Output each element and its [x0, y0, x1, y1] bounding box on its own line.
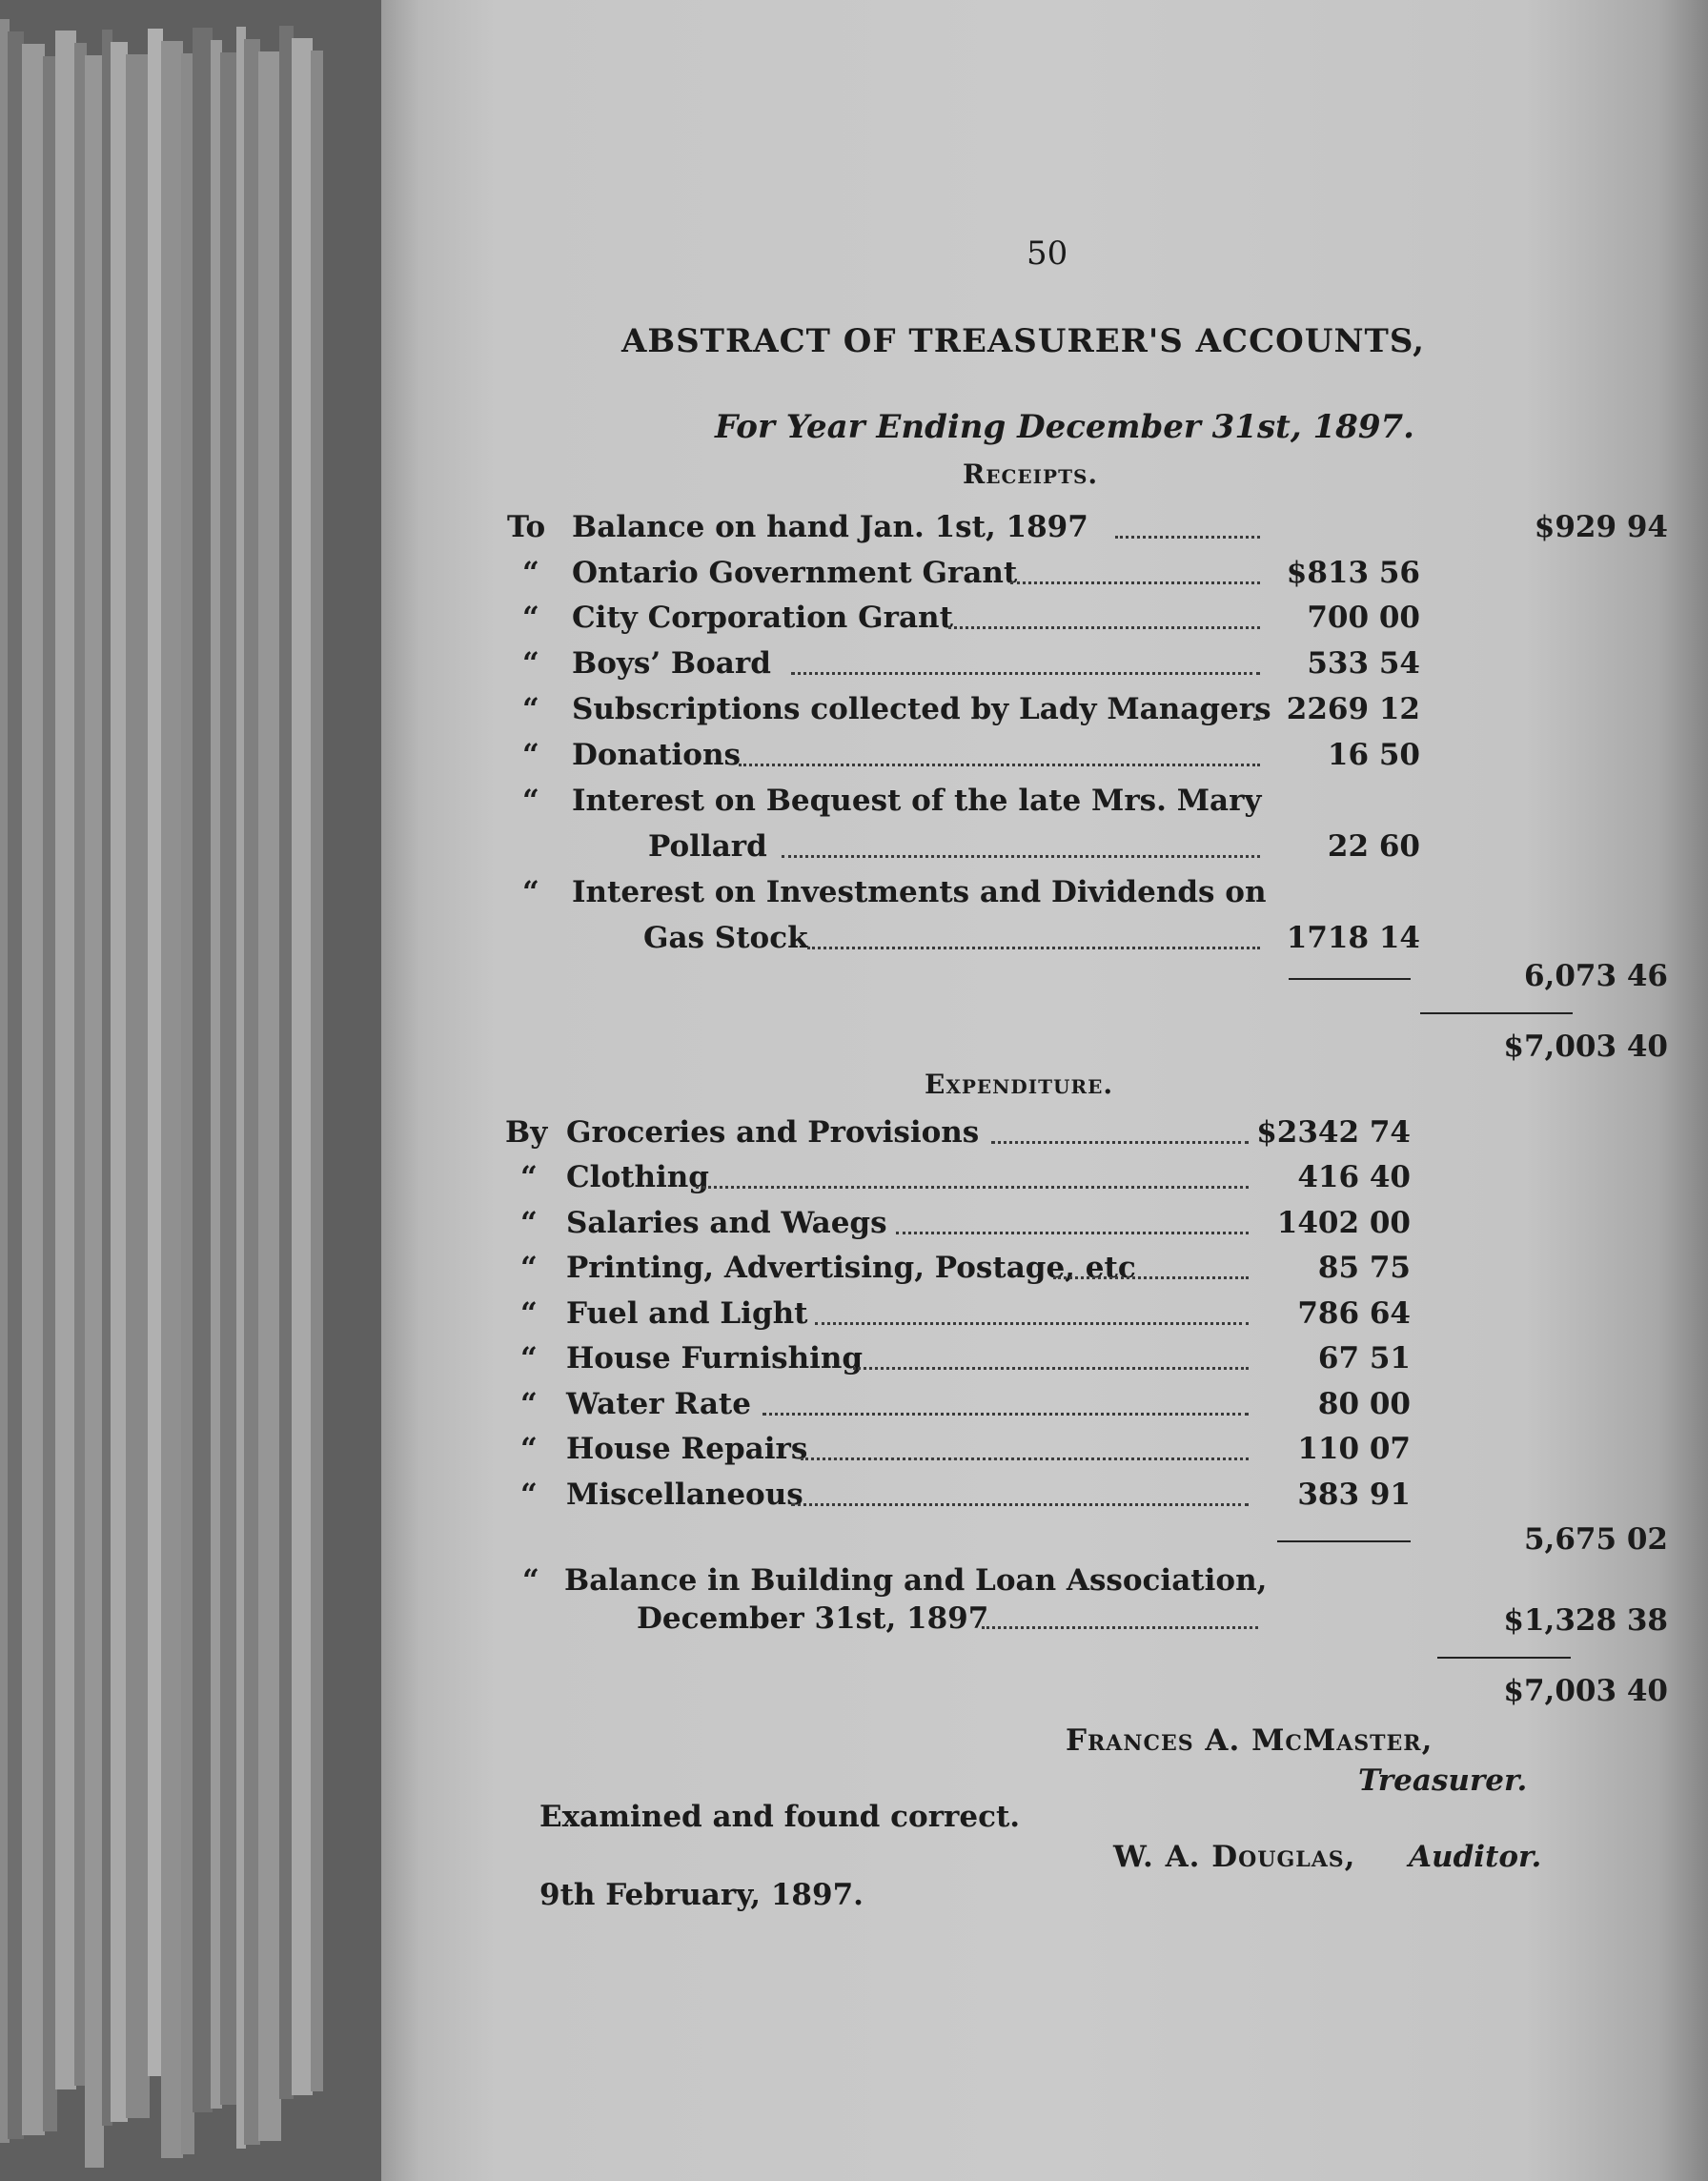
treasurer-name: Frances A. McMaster, — [1066, 1723, 1434, 1758]
expenditure-amount: 786 64 — [1297, 1296, 1411, 1331]
expenditure-label: House Repairs — [566, 1432, 808, 1466]
receipt-label-cont: Pollard — [648, 829, 767, 864]
expenditure-prefix: “ — [520, 1478, 538, 1512]
page-edge — [193, 28, 213, 2112]
expenditure-prefix: “ — [520, 1341, 538, 1376]
final-total-rule — [1437, 1657, 1571, 1659]
receipts-subtotal-rule — [1289, 978, 1411, 980]
receipt-label: City Corporation Grant — [572, 601, 953, 635]
receipt-label: Balance on hand Jan. 1st, 1897 — [572, 510, 1088, 544]
receipt-leader-dots — [948, 626, 1260, 629]
page-title: ABSTRACT OF TREASURER'S ACCOUNTS, — [621, 322, 1426, 360]
receipt-prefix: “ — [522, 556, 539, 590]
balance-prefix: “ — [522, 1563, 539, 1598]
receipts-subtotal: 6,073 46 — [1523, 959, 1668, 993]
balance-leader-dots — [982, 1626, 1258, 1629]
receipt-label: Subscriptions collected by Lady Managers — [572, 692, 1271, 726]
receipt-prefix: “ — [522, 601, 539, 635]
receipt-amount: 533 54 — [1307, 646, 1420, 681]
expenditure-label: House Furnishing — [566, 1341, 864, 1376]
expenditure-amount: $2342 74 — [1256, 1115, 1411, 1150]
expenditure-amount: 1402 00 — [1276, 1206, 1411, 1240]
expenditure-leader-dots — [696, 1186, 1249, 1189]
expenditure-leader-dots — [853, 1367, 1249, 1370]
expenditure-prefix: “ — [520, 1160, 538, 1194]
expenditure-heading: Expenditure. — [925, 1069, 1114, 1100]
receipt-prefix: “ — [522, 646, 539, 681]
receipt-leader-dots — [791, 672, 1260, 675]
balance-label-cont: December 31st, 1897 — [637, 1601, 989, 1636]
expenditure-label: Water Rate — [566, 1387, 751, 1421]
expenditure-subtotal: 5,675 02 — [1523, 1522, 1668, 1557]
page-edge — [22, 44, 45, 2135]
receipt-amount: 22 60 — [1327, 829, 1420, 864]
receipt-prefix: “ — [522, 784, 539, 818]
expenditure-amount: 85 75 — [1317, 1251, 1411, 1285]
expenditure-amount: 110 07 — [1297, 1432, 1411, 1466]
receipt-total: $929 94 — [1534, 510, 1668, 544]
expenditure-subtotal-rule — [1277, 1540, 1411, 1542]
receipt-prefix: “ — [522, 738, 539, 772]
receipt-label: Interest on Bequest of the late Mrs. Mary — [572, 784, 1262, 818]
page-edge — [85, 55, 104, 2168]
receipt-amount: 1718 14 — [1286, 921, 1420, 955]
receipt-label: Boys’ Board — [572, 646, 771, 681]
receipt-amount: 700 00 — [1307, 601, 1420, 635]
expenditure-label: Groceries and Provisions — [566, 1115, 980, 1150]
receipt-label: Ontario Government Grant — [572, 556, 1018, 590]
receipt-leader-dots — [807, 947, 1260, 949]
page-edge — [258, 51, 281, 2141]
page-edge — [161, 41, 183, 2158]
expenditure-amount: 80 00 — [1317, 1387, 1411, 1421]
expenditure-leader-dots — [815, 1322, 1249, 1325]
expenditure-prefix: “ — [520, 1387, 538, 1421]
receipt-label: Interest on Investments and Dividends on — [572, 875, 1267, 909]
expenditure-label: Miscellaneous — [566, 1478, 803, 1512]
page-number: 50 — [1027, 234, 1068, 273]
expenditure-leader-dots — [896, 1232, 1249, 1234]
receipt-amount: 16 50 — [1327, 738, 1420, 772]
examined-statement: Examined and found correct. — [539, 1800, 1021, 1834]
expenditure-amount: 416 40 — [1297, 1160, 1411, 1194]
expenditure-amount: 383 91 — [1297, 1478, 1411, 1512]
expenditure-prefix: “ — [520, 1206, 538, 1240]
receipt-amount: 2269 12 — [1286, 692, 1420, 726]
expenditure-leader-dots — [791, 1503, 1249, 1506]
signature-date: 9th February, 1897. — [539, 1878, 864, 1912]
expenditure-prefix: “ — [520, 1251, 538, 1285]
receipt-label: Donations — [572, 738, 741, 772]
expenditure-leader-dots — [762, 1413, 1249, 1416]
treasurer-title: Treasurer. — [1358, 1763, 1528, 1798]
book-page-edges — [0, 0, 419, 2181]
receipt-prefix: “ — [522, 875, 539, 909]
page-subtitle: For Year Ending December 31st, 1897. — [715, 408, 1414, 446]
receipt-leader-dots — [739, 764, 1260, 766]
receipts-heading: Receipts. — [963, 459, 1099, 490]
expenditure-prefix: By — [505, 1115, 548, 1150]
receipt-prefix: To — [507, 510, 546, 544]
expenditure-prefix: “ — [520, 1296, 538, 1331]
expenditure-label: Printing, Advertising, Postage, etc — [566, 1251, 1136, 1285]
expenditure-amount: 67 51 — [1317, 1341, 1411, 1376]
receipt-label-cont: Gas Stock — [643, 921, 808, 955]
receipt-prefix: “ — [522, 692, 539, 726]
receipts-grand-total: $7,003 40 — [1503, 1029, 1668, 1064]
book-page — [381, 0, 1708, 2181]
expenditure-label: Clothing — [566, 1160, 709, 1194]
receipt-leader-dots — [782, 855, 1260, 858]
expenditure-prefix: “ — [520, 1432, 538, 1466]
page-edge — [292, 38, 313, 2095]
expenditure-label: Salaries and Waegs — [566, 1206, 887, 1240]
expenditure-label: Fuel and Light — [566, 1296, 808, 1331]
balance-label: Balance in Building and Loan Association, — [564, 1563, 1268, 1598]
final-grand-total: $7,003 40 — [1503, 1674, 1668, 1708]
receipt-amount: $813 56 — [1286, 556, 1420, 590]
receipt-leader-dots — [1115, 536, 1260, 539]
expenditure-leader-dots — [801, 1457, 1249, 1460]
page-edge — [126, 54, 150, 2118]
receipts-total-rule — [1420, 1012, 1573, 1014]
auditor-name: W. A. Douglas, — [1113, 1840, 1356, 1874]
auditor-title: Auditor. — [1409, 1840, 1542, 1874]
page-edge — [55, 31, 76, 2089]
page-edge — [311, 51, 323, 2091]
balance-amount: $1,328 38 — [1503, 1603, 1668, 1638]
